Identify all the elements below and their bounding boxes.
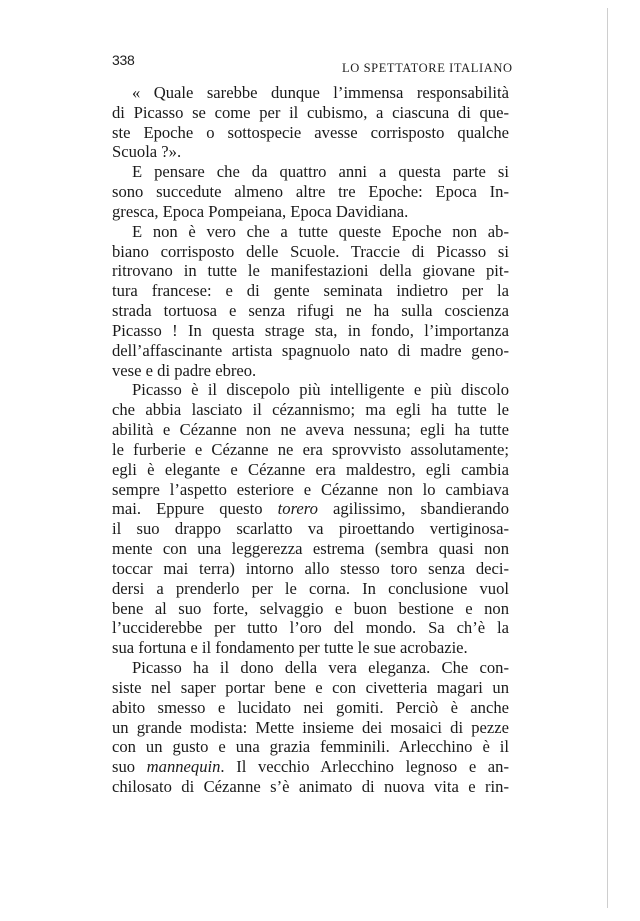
text-line: le furberie e Cézanne ne era sprovvisto assolutamente; bbox=[112, 439, 509, 459]
text-line: chilosato di Cézanne s’è animato di nuova vita e rin- bbox=[112, 776, 509, 796]
text-line: dell’affascinante artista spagnuolo nato di madre geno- bbox=[112, 340, 509, 360]
text-fragment: agilissimo, sbandierando bbox=[317, 499, 510, 519]
text-line-with-italic bbox=[112, 757, 509, 777]
text-fragment: suo bbox=[112, 757, 147, 777]
text-line: Picasso ! In questa strage sta, in fondo, l’importanza bbox=[112, 320, 509, 340]
text-line: bene al suo forte, selvaggio e buon bestione e non bbox=[112, 598, 509, 618]
page-number: 338 bbox=[112, 52, 135, 68]
text-line: sempre l’aspetto esteriore e Cézanne non lo cambiava bbox=[112, 479, 509, 499]
text-line: vese e di padre ebreo. bbox=[112, 360, 257, 380]
text-line: Picasso è il discepolo più intelligente e più discolo bbox=[132, 380, 509, 400]
text-line: abilità e Cézanne non ne aveva nessuna; egli ha tutte bbox=[112, 420, 509, 440]
text-line: biano corrisposto delle Scuole. Traccie di Picasso si bbox=[112, 241, 509, 261]
text-fragment: mai. Eppure questo bbox=[112, 499, 278, 519]
paragraph-2 bbox=[112, 162, 509, 221]
text-line: E pensare che da quattro anni a questa parte si bbox=[132, 162, 509, 182]
text-line: mente con una leggerezza estrema (sembra quasi non bbox=[112, 539, 509, 559]
text-line: egli è elegante e Cézanne era maldestro, egli cambia bbox=[112, 459, 509, 479]
text-line: gresca, Epoca Pompeiana, Epoca Davidiana. bbox=[112, 201, 409, 221]
text-line: un grande modista: Mette insieme dei mosaici di pezze bbox=[112, 717, 509, 737]
paragraph-3 bbox=[112, 222, 509, 381]
text-line: con un gusto e una grazia femminili. Arlecchino è il bbox=[112, 737, 509, 757]
text-line: siste nel saper portar bene e con civetteria magari un bbox=[112, 677, 509, 697]
body-text bbox=[112, 83, 509, 797]
italic-word-torero: torero bbox=[277, 499, 318, 519]
text-line: di Picasso se come per il cubismo, a ciascuna di que- bbox=[112, 102, 509, 122]
text-line: Scuola ?». bbox=[112, 142, 182, 162]
text-line: dersi a prenderlo per le corna. In conclusione vuol bbox=[112, 578, 509, 598]
text-line: E non è vero che a tutte queste Epoche non ab- bbox=[132, 221, 509, 241]
text-line: sono succedute almeno altre tre Epoche: Epoca In- bbox=[112, 182, 509, 202]
text-line: che abbia lasciato il cézannismo; ma egli ha tutte le bbox=[112, 400, 509, 420]
paragraph-1 bbox=[112, 83, 509, 162]
paragraph-4 bbox=[112, 380, 509, 658]
text-line: abito smesso e lucidato nei gomiti. Perciò è anche bbox=[112, 697, 509, 717]
paragraph-5 bbox=[112, 658, 509, 797]
text-line: l’ucciderebbe per tutto l’oro del mondo. Sa ch’è la bbox=[112, 618, 509, 638]
text-line: ritrovano in tutte le manifestazioni della giovane pit- bbox=[112, 261, 509, 281]
text-line: Picasso ha il dono della vera eleganza. Che con- bbox=[132, 658, 509, 678]
running-title: LO SPETTATORE ITALIANO bbox=[342, 61, 513, 75]
text-line: « Quale sarebbe dunque l’immensa responsabilità bbox=[132, 83, 509, 102]
text-line: tura francese: e di gente seminata indietro per la bbox=[112, 281, 509, 301]
text-line: il suo drappo scarlatto va piroettando vertiginosa- bbox=[112, 519, 509, 539]
text-line: toccar mai terra) intorno allo stesso toro senza deci- bbox=[112, 558, 509, 578]
italic-word-mannequin: mannequin bbox=[146, 757, 221, 777]
text-line: strada tortuosa e senza rifugi ne ha sulla coscienza bbox=[112, 301, 509, 321]
text-line: ste Epoche o sottospecie avesse corrisposto qualche bbox=[112, 122, 509, 142]
text-line-with-italic bbox=[112, 499, 509, 519]
text-fragment: . Il vecchio Arlecchino legnoso e an- bbox=[220, 757, 509, 777]
text-line: sua fortuna e il fondamento per tutte le sue acrobazie. bbox=[112, 638, 468, 658]
scan-edge-line bbox=[607, 8, 608, 908]
